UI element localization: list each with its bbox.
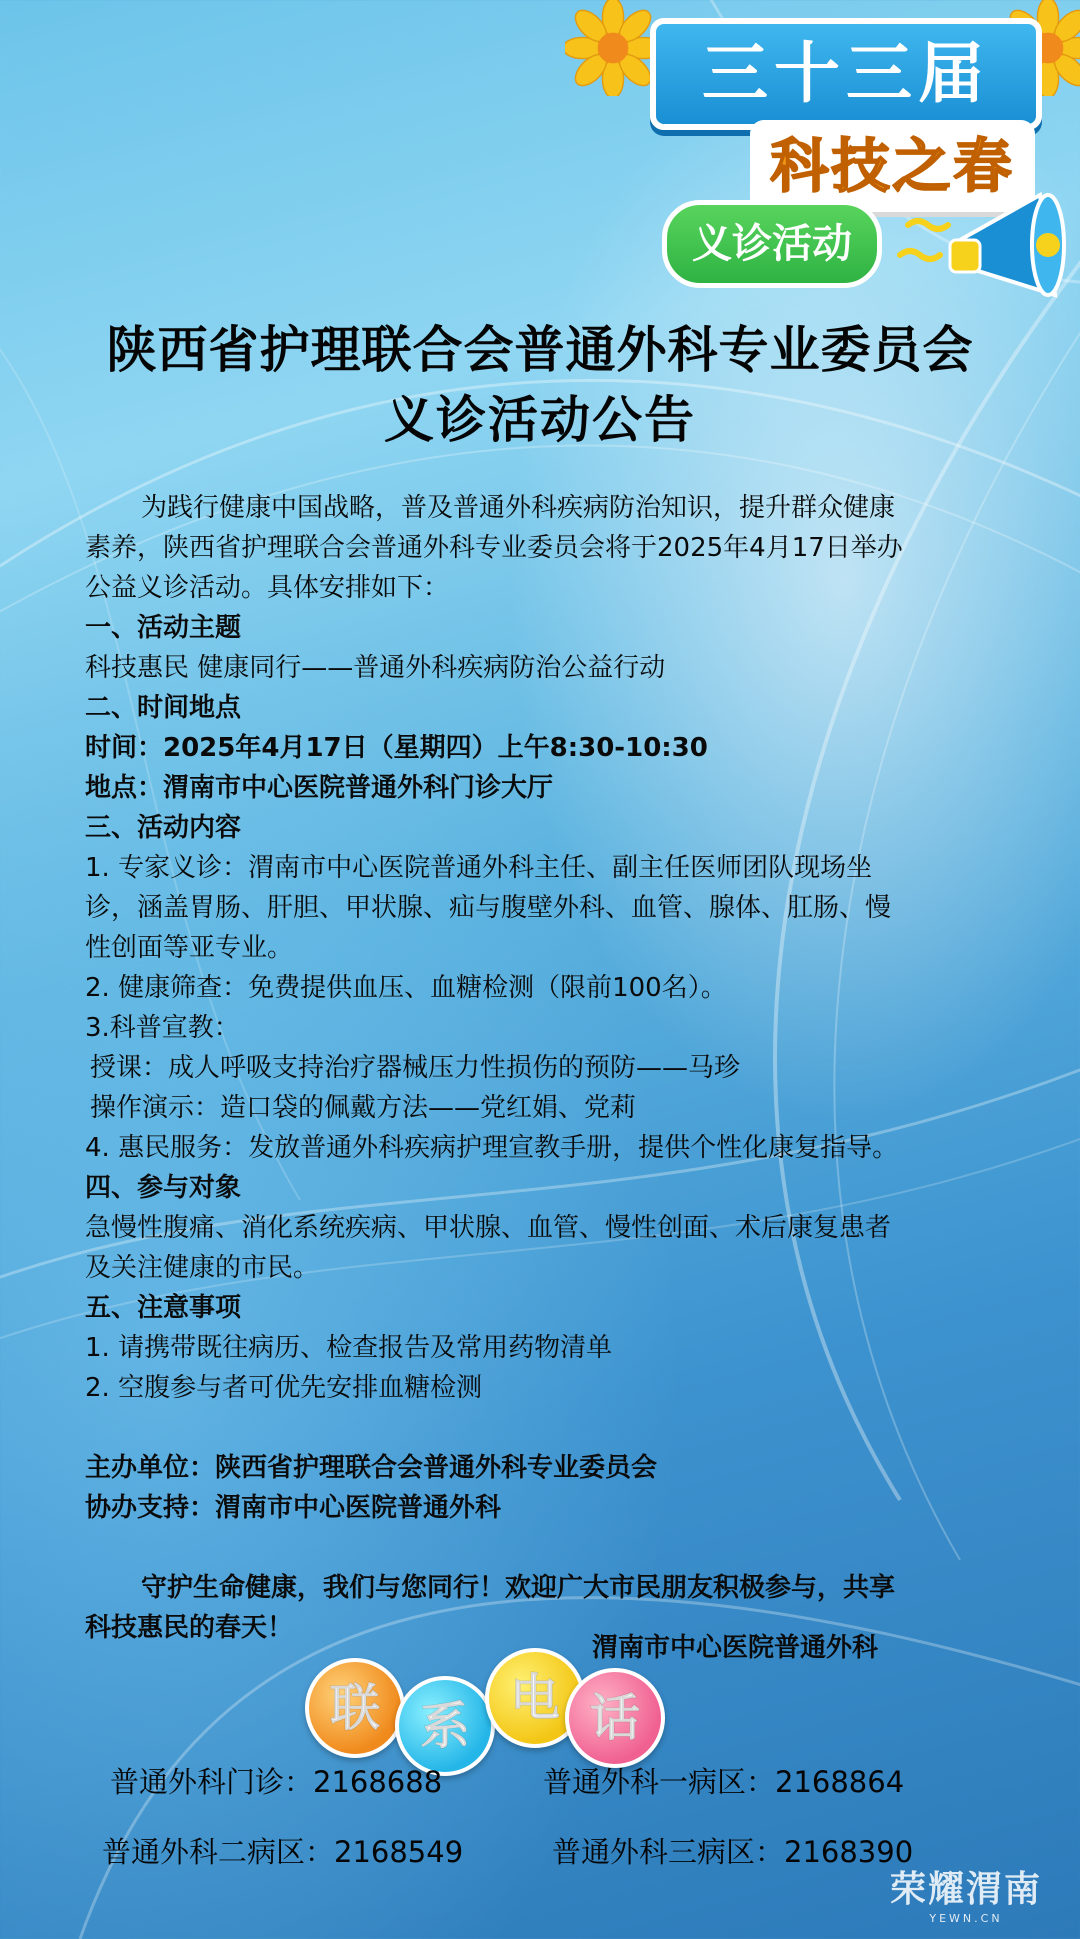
section-heading-notes: 五、注意事项	[85, 1293, 242, 1323]
clinic-tag: 义诊活动	[662, 200, 882, 288]
closing-text: 科技惠民的春天！	[85, 1613, 294, 1643]
phone-outpatient: 普通外科门诊：2168688	[110, 1765, 443, 1799]
content-item: 3.科普宣教：	[85, 1013, 240, 1043]
watermark-domain: YEWN.CN	[929, 1912, 1003, 1925]
watermark-name: 荣耀渭南	[889, 1869, 1042, 1910]
note-item: 2. 空腹参与者可优先安排血糖检测	[85, 1373, 483, 1403]
intro-line: 素养，陕西省护理联合会普通外科专业委员会将于2025年4月17日举办	[85, 533, 903, 563]
host-organizer: 主办单位：陕西省护理联合会普通外科专业委员会	[85, 1453, 658, 1483]
contact-char: 联	[305, 1658, 405, 1758]
support-organizer: 协办支持：渭南市中心医院普通外科	[85, 1493, 502, 1523]
theme-text: 科技惠民 健康同行——普通外科疾病防治公益行动	[85, 653, 666, 683]
announcement-body	[85, 488, 997, 1648]
content-item: 4. 惠民服务：发放普通外科疾病护理宣教手册，提供个性化康复指导。	[85, 1133, 899, 1163]
phone-ward-2: 普通外科二病区：2168549	[102, 1835, 464, 1869]
content-item: 1. 专家义诊：渭南市中心医院普通外科主任、副主任医师团队现场坐	[85, 853, 873, 883]
content-item: 性创面等亚专业。	[85, 933, 294, 963]
content-subitem: 操作演示：造口袋的佩戴方法——党红娟、党莉	[90, 1093, 637, 1123]
contact-heading	[305, 1640, 650, 1770]
sunflower-icon	[565, 0, 661, 96]
event-badge	[560, 0, 1080, 310]
audience-text: 及关注健康的市民。	[85, 1253, 320, 1283]
event-place: 地点：渭南市中心医院普通外科门诊大厅	[85, 773, 554, 803]
watermark-logo	[890, 1861, 1042, 1925]
phone-ward-3: 普通外科三病区：2168390	[552, 1835, 914, 1869]
signature: 渭南市中心医院普通外科	[592, 1633, 879, 1663]
contact-char: 话	[565, 1668, 665, 1768]
note-item: 1. 请携带既往病历、检查报告及常用药物清单	[85, 1333, 613, 1363]
phone-ward-1: 普通外科一病区：2168864	[543, 1765, 905, 1799]
announcement-subtitle: 义诊活动公告	[384, 391, 696, 449]
edition-label: 三十三届	[650, 18, 1042, 130]
event-time: 时间：2025年4月17日（星期四）上午8:30-10:30	[85, 733, 708, 763]
content-subitem: 授课：成人呼吸支持治疗器械压力性损伤的预防——马珍	[90, 1053, 741, 1083]
closing-text: 守护生命健康，我们与您同行！欢迎广大市民朋友积极参与，共享	[141, 1573, 896, 1603]
contact-char: 电	[485, 1648, 585, 1748]
section-heading-content: 三、活动内容	[85, 813, 242, 843]
megaphone-icon	[890, 185, 1080, 310]
content-item: 2. 健康筛查：免费提供血压、血糖检测（限前100名）。	[85, 973, 727, 1003]
contact-char: 系	[395, 1676, 495, 1776]
intro-line: 公益义诊活动。具体安排如下：	[85, 573, 450, 603]
section-heading-audience: 四、参与对象	[85, 1173, 242, 1203]
section-heading-time-place: 二、时间地点	[85, 693, 242, 723]
audience-text: 急慢性腹痛、消化系统疾病、甲状腺、血管、慢性创面、术后康复患者	[85, 1213, 892, 1243]
intro-line: 为践行健康中国战略，普及普通外科疾病防治知识，提升群众健康	[141, 493, 896, 523]
section-heading-theme: 一、活动主题	[85, 613, 242, 643]
announcement-title: 陕西省护理联合会普通外科专业委员会	[106, 321, 974, 379]
content-item: 诊，涵盖胃肠、肝胆、甲状腺、疝与腹壁外科、血管、腺体、肛肠、慢	[85, 893, 892, 923]
theme-label: 科技之春	[750, 120, 1035, 212]
